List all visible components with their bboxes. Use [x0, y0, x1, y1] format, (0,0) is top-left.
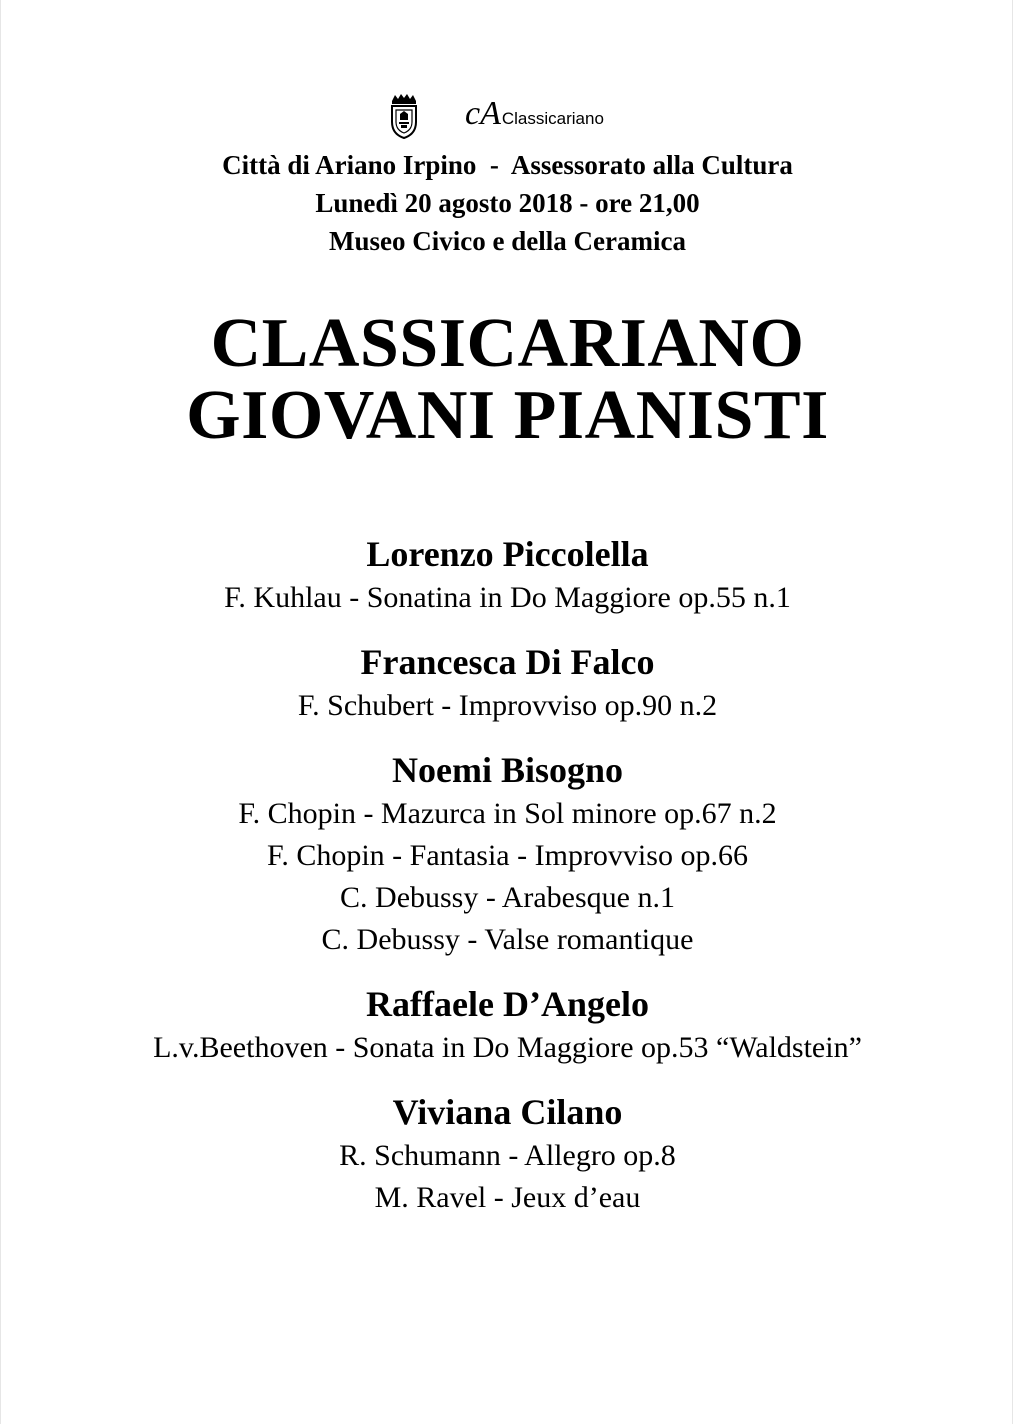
title-line-2: GIOVANI PIANISTI: [186, 377, 829, 454]
classicariano-logo-mark: cA: [465, 95, 501, 132]
title-line-1: CLASSICARIANO: [210, 305, 805, 382]
performer-block: [1, 532, 1013, 619]
piece-item: F. Chopin - Mazurca in Sol minore op.67 n.2: [238, 797, 777, 830]
city-crest-icon: [387, 92, 421, 140]
program-list: [1, 532, 1013, 1240]
piece-item: F. Chopin - Fantasia - Improvviso op.66: [267, 839, 748, 872]
performer-name: Lorenzo Piccolella: [366, 534, 649, 574]
performer-block: [1, 748, 1013, 961]
piece-item: F. Schubert - Improvviso op.90 n.2: [297, 689, 718, 722]
performer-name: Noemi Bisogno: [391, 750, 623, 790]
event-header: [1, 146, 1013, 260]
event-title: [1, 305, 1013, 454]
performer-block: [1, 1090, 1013, 1219]
piece-item: M. Ravel - Jeux d’eau: [374, 1181, 641, 1214]
performer-block: [1, 982, 1013, 1069]
piece-item: C. Debussy - Valse romantique: [321, 923, 694, 956]
piece-item: R. Schumann - Allegro op.8: [339, 1139, 676, 1172]
performer-name: Raffaele D’Angelo: [366, 984, 649, 1024]
piece-item: F. Kuhlau - Sonatina in Do Maggiore op.55 n.1: [224, 581, 791, 614]
classicariano-logo: [465, 94, 665, 138]
piece-item: L.v.Beethoven - Sonata in Do Maggiore op.53 “Waldstein”: [153, 1031, 862, 1064]
performer-name: Viviana Cilano: [392, 1092, 623, 1132]
performer-name: Francesca Di Falco: [360, 642, 655, 682]
logo-row: [1, 92, 1013, 142]
classicariano-logo-text: Classicariano: [501, 109, 604, 128]
organizer-line: Città di Ariano Irpino - Assessorato alla Cultura: [222, 150, 793, 180]
piece-item: C. Debussy - Arabesque n.1: [340, 881, 675, 914]
performer-block: [1, 640, 1013, 727]
venue-line: Museo Civico e della Ceramica: [329, 226, 686, 256]
date-time-line: Lunedì 20 agosto 2018 - ore 21,00: [315, 188, 700, 218]
